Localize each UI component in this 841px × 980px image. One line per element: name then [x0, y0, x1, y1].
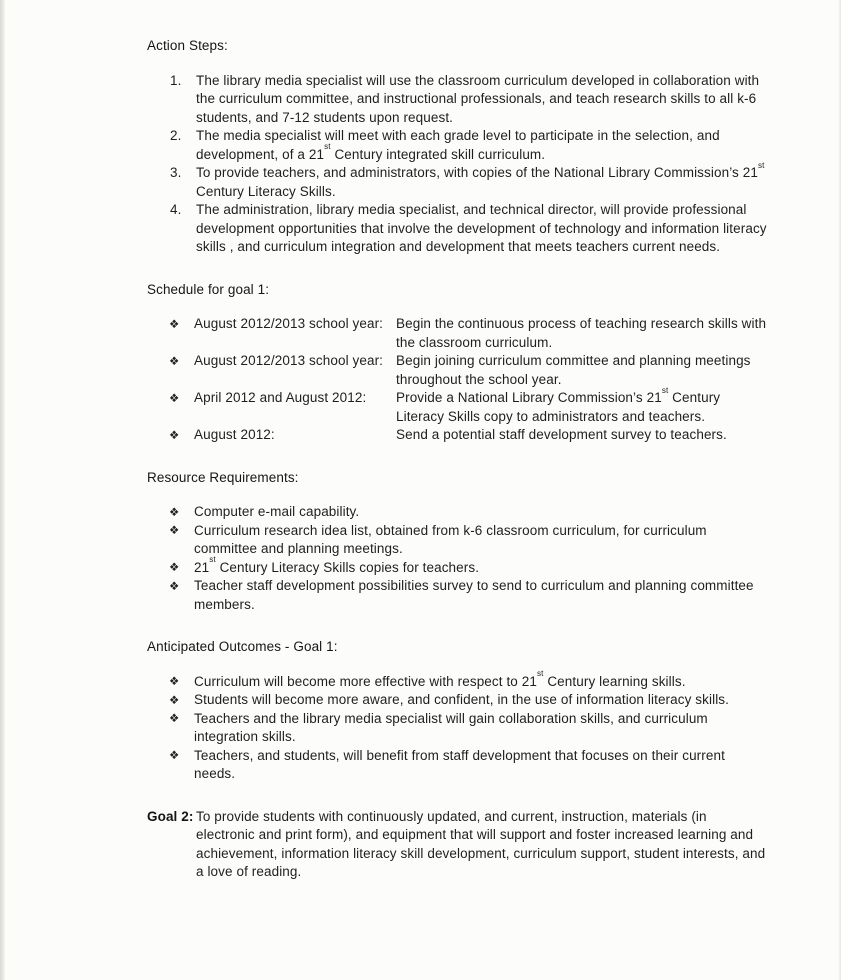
schedule-date: ❖ April 2012 and August 2012: [194, 390, 367, 405]
goal2-text: To provide students with continuously updated, and current, instruction, materials (in electronic and print form), and equipment that will support and foster increased learning and achievement, information literacy skill development, curriculum support, student interests, and a love of reading. [196, 808, 766, 879]
scan-left-edge [0, 0, 5, 980]
schedule-heading: Schedule for goal 1: [147, 281, 270, 297]
list-item [147, 426, 769, 445]
list-item: To provide teachers, and administrators, with copies of the National Library Commission’s 21st Century Literacy Skills. [196, 160, 765, 199]
schedule-description: Begin joining curriculum committee and planning meetings throughout the school year. [396, 353, 751, 387]
schedule-description: Provide a National Library Commission’s 21st Century Literacy Skills copy to administrators and teachers. [396, 385, 721, 424]
goal2-section [147, 808, 769, 882]
anticipated-outcomes-section [147, 638, 769, 784]
list-item: ❖ Curriculum will become more effective with respect to 21st Century learning skills. [147, 673, 769, 692]
action-steps-section [147, 37, 769, 257]
action-steps-heading: Action Steps: [147, 38, 228, 53]
schedule-date: ❖ August 2012/2013 school year: [194, 316, 384, 331]
schedule-section [147, 281, 769, 445]
list-item: ❖ Teachers, and students, will benefit from staff development that focuses on their current needs. [147, 747, 769, 784]
goal2-label: Goal 2: [147, 808, 194, 824]
resource-requirements-heading: Resource Requirements: [147, 469, 299, 485]
schedule-list [147, 315, 769, 445]
list-item [147, 352, 769, 389]
document-content [147, 37, 769, 906]
resource-requirements-section [147, 469, 769, 615]
schedule-description: Send a potential staff development survey to teachers. [396, 427, 727, 442]
action-steps-list [147, 72, 769, 257]
list-item: ❖ Teachers and the library media specialist will gain collaboration skills, and curriculum integration skills. [147, 710, 769, 747]
list-item [147, 315, 769, 352]
schedule-date: ❖ August 2012/2013 school year: [194, 353, 384, 368]
resource-requirements-list [147, 503, 769, 614]
anticipated-outcomes-list [147, 669, 769, 784]
list-item: ❖ Teacher staff development possibilities survey to send to curriculum and planning committee members. [147, 577, 769, 614]
schedule-description: Begin the continuous process of teaching research skills with the classroom curriculum. [396, 316, 767, 350]
schedule-date: ❖ August 2012: [194, 427, 275, 442]
list-item: ❖ Computer e-mail capability. [147, 503, 769, 522]
anticipated-outcomes-heading: Anticipated Outcomes - Goal 1: [147, 639, 338, 654]
list-item: The media specialist will meet with each grade level to participate in the selection, and development, of a 21st Century integrated skill curriculum. [196, 128, 720, 162]
list-item: ❖ 21st Century Literacy Skills copies for teachers. [147, 559, 769, 578]
list-item: The administration, library media specialist, and technical director, will provide professional development opportunities that involve the development of technology and information literacy skills , and curriculum integration and development that meets teachers current needs. [196, 202, 767, 254]
list-item [147, 385, 769, 426]
list-item: ❖ Students will become more aware, and confident, in the use of information literacy skills. [147, 691, 769, 710]
list-item: The library media specialist will use the classroom curriculum developed in collaboration with the curriculum committee, and instructional professionals, and teach research skills to all k-6 students, and 7-12 students upon request. [196, 72, 760, 125]
list-item: ❖ Curriculum research idea list, obtained from k-6 classroom curriculum, for curriculum committee and planning meetings. [147, 522, 769, 559]
